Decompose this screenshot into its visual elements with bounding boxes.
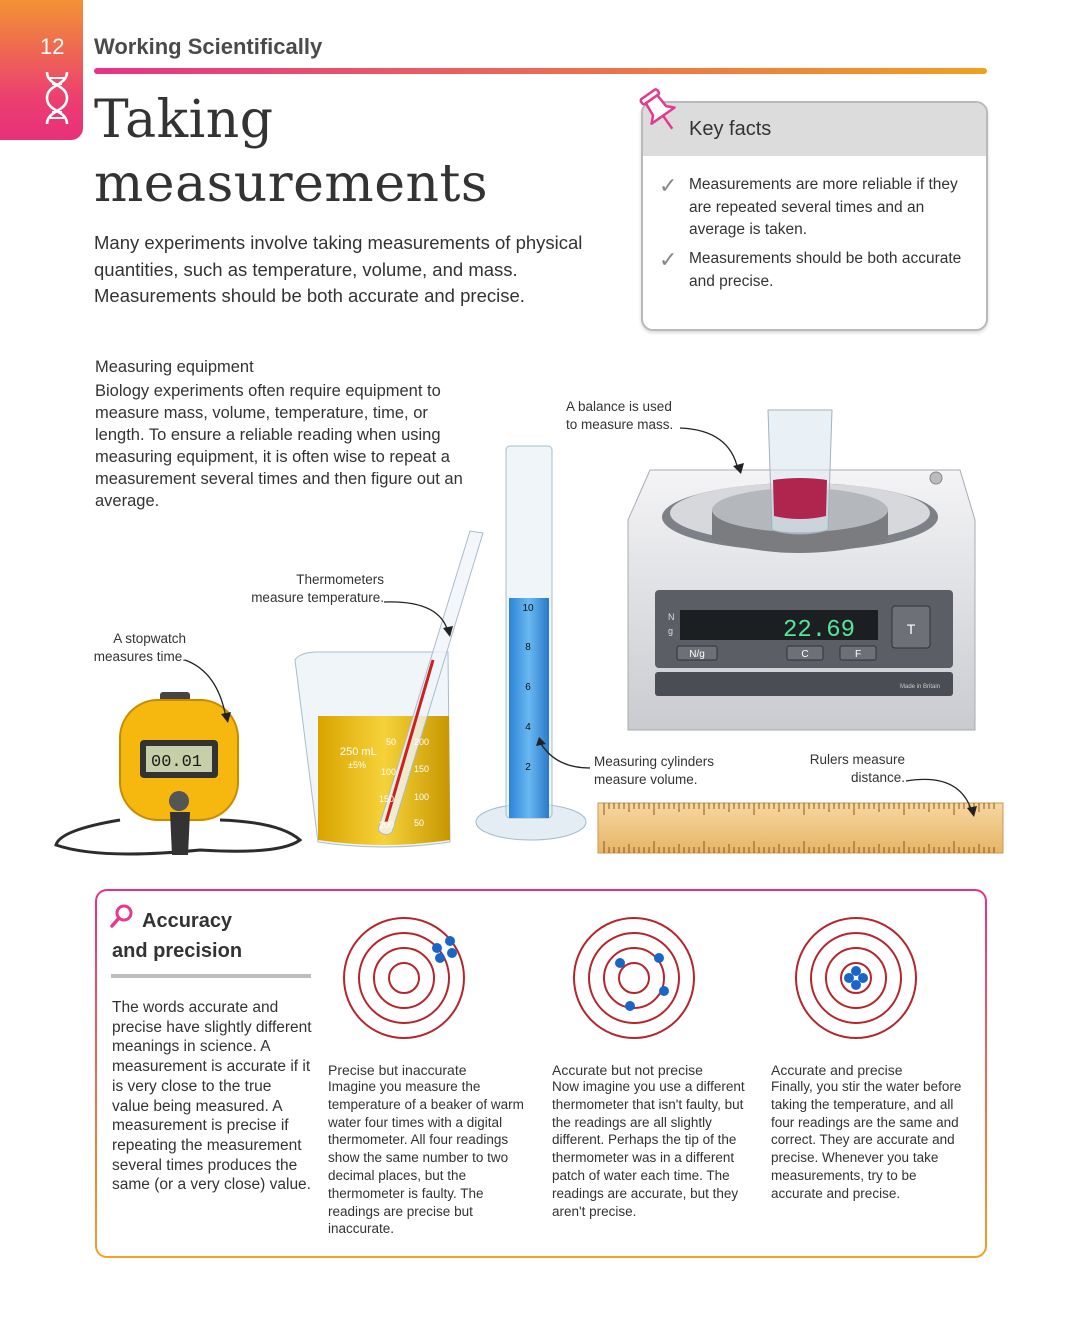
page-title-line-1: Taking <box>94 90 274 150</box>
beaker-mark: 50 <box>386 737 397 747</box>
stopwatch-label-line: A stopwatch <box>113 631 186 646</box>
check-icon: ✓ <box>659 247 678 272</box>
column-accurate-not-precise <box>552 1062 752 1220</box>
g-label: g <box>668 626 674 636</box>
ruler-illustration <box>598 803 1003 853</box>
target-dot <box>625 1001 635 1011</box>
balance-small-print: Made in Britain <box>900 684 941 690</box>
thermometer-label-line: measure temperature. <box>251 590 384 605</box>
stopwatch-illustration <box>56 692 300 855</box>
column-heading: Accurate but not precise <box>552 1062 703 1078</box>
targets <box>340 912 990 1052</box>
ruler-label-line: distance. <box>850 770 905 785</box>
target-ring <box>796 918 916 1038</box>
key-fact-item: Measurements are more reliable if they are repeated several times and an average is taken. <box>689 176 958 238</box>
ruler-label <box>800 751 905 787</box>
balance-display: 22.69 <box>783 617 856 644</box>
target-dot <box>435 953 445 963</box>
key-facts-header <box>643 103 986 156</box>
stopwatch-label <box>89 630 186 666</box>
target-dot <box>615 958 625 968</box>
accuracy-rule <box>111 974 311 978</box>
column-heading: Accurate and precise <box>771 1062 903 1078</box>
target-dot <box>447 948 457 958</box>
cylinder-mark: 6 <box>525 682 531 693</box>
n-label: N <box>668 612 675 622</box>
beaker-volume-label: 250 mL <box>340 746 377 758</box>
equipment-paragraph: Biology experiments often require equipment to measure mass, volume, temperature, time, or length. To ensure a reliable reading when using measuring equipment, it is often wise to repeat a measurement several times and then figure out an average. <box>95 382 463 510</box>
cylinder-label-line: measure volume. <box>594 772 698 787</box>
column-accurate-precise <box>771 1062 971 1203</box>
target-dot <box>445 936 455 946</box>
target-dot <box>659 986 669 996</box>
cylinder-mark: 8 <box>525 642 531 653</box>
column-heading: Precise but inaccurate <box>328 1062 467 1078</box>
header-rule <box>94 68 987 74</box>
target-dot <box>432 943 442 953</box>
stopwatch-display: 00.01 <box>151 753 203 772</box>
target-dot <box>844 973 854 983</box>
target-ring <box>389 963 419 993</box>
page-title <box>94 88 488 216</box>
balance-label <box>566 398 673 434</box>
page-title-line-2: measurements <box>94 154 489 214</box>
beaker-mark: 200 <box>379 820 395 830</box>
key-fact-item: Measurements should be both accurate and precise. <box>689 250 962 290</box>
cylinder-label <box>594 753 714 789</box>
target-ring <box>374 948 434 1008</box>
beaker-mark: 100 <box>414 792 430 802</box>
column-precise-inaccurate <box>328 1062 528 1238</box>
beaker-mark: 50 <box>414 818 425 828</box>
f-button-label: F <box>854 649 862 660</box>
section-title: Working Scientifically <box>94 34 323 59</box>
thermometer-label <box>246 571 384 607</box>
pushpin-icon <box>638 86 684 136</box>
target-dot <box>654 953 664 963</box>
cylinder-label-line: Measuring cylinders <box>594 754 715 769</box>
intro-paragraph: Many experiments involve taking measurements of physical quantities, such as temperature, volume, and mass. Measurements should be both accurate and precise. <box>94 232 583 306</box>
accuracy-paragraph: The words accurate and precise have slightly different meanings in science. A measurement is accurate if it is very close to the true value being measured. A measurement is precise if repeating the measurement several times produces the same (or a very close) value. <box>112 999 312 1194</box>
balance-label-line: to measure mass. <box>566 417 674 432</box>
target-ring <box>826 948 886 1008</box>
accuracy-title-line-2: and precision <box>112 940 243 962</box>
target-ring <box>344 918 464 1038</box>
measuring-cylinder-illustration <box>476 446 586 840</box>
target-ring <box>619 963 649 993</box>
beaker-tolerance: ±5% <box>348 760 366 770</box>
stopwatch-label-line: measures time. <box>93 649 186 664</box>
target-ring <box>811 933 901 1023</box>
ng-button-label: N/g <box>689 649 705 660</box>
key-facts-title: Key facts <box>689 118 772 140</box>
target-ring <box>574 918 694 1038</box>
column-text: Now imagine you use a different thermometer that isn't faulty, but the readings are all slightly different. Perhaps the tip of the thermometer was in a different patch of water each time. The readings are accurate, but they aren't precise. <box>552 1079 745 1219</box>
equipment-heading: Measuring equipment <box>95 358 254 376</box>
c-button-label: C <box>801 649 809 660</box>
balance-label-line: A balance is used <box>566 399 672 414</box>
side-tab <box>0 0 83 140</box>
beaker-mark: 200 <box>414 737 430 747</box>
thermometer-label-line: Thermometers <box>296 572 384 587</box>
beaker-mark: 150 <box>414 764 430 774</box>
cylinder-mark: 10 <box>522 603 534 614</box>
check-icon: ✓ <box>659 173 678 198</box>
accuracy-title <box>112 906 242 966</box>
cylinder-mark: 4 <box>525 722 531 733</box>
column-text: Imagine you measure the temperature of a beaker of warm water four times with a digital thermometer. All four readings show the same number to two decimal places, but the thermometer is faulty. The readings are precise but inaccurate. <box>328 1079 524 1237</box>
accuracy-title-line-1: Accuracy <box>142 910 233 932</box>
beaker-mark: 150 <box>379 794 395 804</box>
column-text: Finally, you stir the water before taking the temperature, and all four readings are the same and correct. They are accurate and precise. Whenever you take measurements, try to be accurate and precise. <box>771 1079 962 1201</box>
cylinder-mark: 2 <box>525 762 531 773</box>
balance-illustration <box>628 410 975 730</box>
ruler-label-line: Rulers measure <box>809 752 905 767</box>
target-ring <box>589 933 679 1023</box>
dna-icon <box>44 70 70 126</box>
tare-button-label: T <box>906 621 916 637</box>
beaker-mark: 100 <box>381 767 397 777</box>
key-facts-box <box>641 101 988 331</box>
page-number: 12 <box>40 34 65 59</box>
